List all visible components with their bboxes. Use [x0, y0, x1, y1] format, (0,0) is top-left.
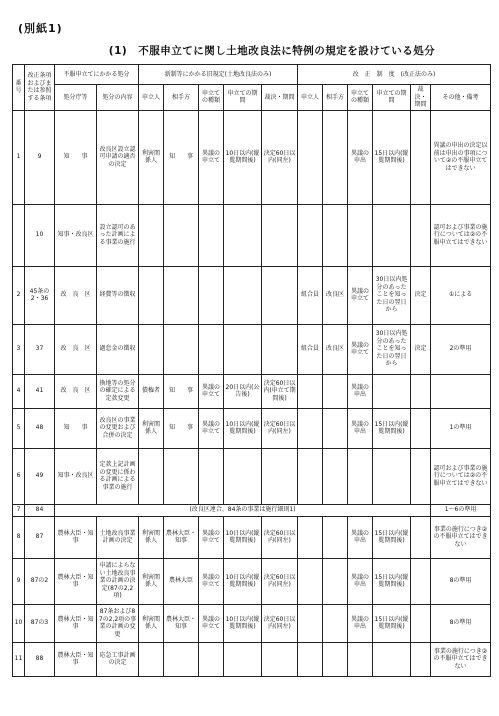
revised-kind-cell: 異議の申出 — [348, 408, 373, 448]
revised-applicant-cell — [298, 516, 323, 558]
revised-respondent-cell: 改良区 — [323, 324, 348, 374]
revised-decision-cell — [411, 204, 431, 266]
revised-period-cell — [373, 204, 411, 266]
header-revised-applicant: 申立人 — [298, 85, 323, 111]
applicant-cell: 利害関係人 — [139, 604, 164, 642]
header-applicant: 申立人 — [139, 85, 164, 111]
revised-kind-cell — [348, 642, 373, 676]
row-no: 6 — [13, 448, 25, 504]
kind-cell — [199, 324, 224, 374]
revised-decision-cell — [411, 110, 431, 204]
period-cell — [224, 266, 262, 324]
period-cell — [224, 204, 262, 266]
remarks-cell: 1～6の準用 — [431, 504, 491, 516]
revised-respondent-cell — [323, 408, 348, 448]
revised-kind-cell: 異議の申出 — [348, 110, 373, 204]
table-row — [13, 516, 491, 558]
header-dept-group: 不服申立てにかかる処分 — [55, 65, 139, 85]
table-row — [13, 504, 491, 516]
kind-cell — [199, 266, 224, 324]
article-cell: 45条の2・36 — [25, 266, 55, 324]
revised-period-cell: 30日以内処分のあったことを知った日の翌日から — [373, 266, 411, 324]
dept-cell: 知 事 — [55, 408, 97, 448]
row-no: 8 — [13, 516, 25, 558]
kind-cell: 異議の申立て — [199, 558, 224, 604]
respondent-cell — [164, 204, 199, 266]
dept-cell: 改 良 区 — [55, 266, 97, 324]
header-respondent: 相手方 — [164, 85, 199, 111]
content-cell: 改良区設立認可申請の適否の決定 — [97, 110, 139, 204]
kind-cell: 異議の申立て — [199, 604, 224, 642]
header-revised-kind: 申立ての種類 — [348, 85, 373, 111]
decision-cell: 決定60日以内(同左) — [262, 110, 298, 204]
article-cell: 84 — [25, 504, 55, 516]
content-cell: 定款上記計画の変更に係わる計画による事業の施行 — [97, 448, 139, 504]
remarks-cell — [431, 374, 491, 408]
respondent-cell — [164, 266, 199, 324]
article-cell: 10 — [25, 204, 55, 266]
revised-applicant-cell — [298, 110, 323, 204]
header-period: 申立ての期間 — [224, 85, 262, 111]
header-kind: 申立ての種類 — [199, 85, 224, 111]
revised-period-cell — [373, 448, 411, 504]
header-revised-group: 改 正 制 度 (改正法のみ) — [298, 65, 491, 85]
revised-kind-cell: 異議の申出 — [348, 558, 373, 604]
kind-cell: 異議の申立て — [199, 408, 224, 448]
kind-cell: 異議の申立て — [199, 110, 224, 204]
applicant-cell: 債権者 — [139, 374, 164, 408]
revised-decision-cell — [411, 558, 431, 604]
revised-kind-cell: 異議の申立て — [348, 266, 373, 324]
article-cell: 49 — [25, 448, 55, 504]
revised-decision-cell: 決定 — [411, 266, 431, 324]
decision-cell — [262, 204, 298, 266]
row-note: (改良区連合、84条の事業は施行細則1) — [55, 504, 431, 516]
decision-cell: 決定60日以内(同左) — [262, 558, 298, 604]
header-content: 処分の内容 — [97, 85, 139, 111]
dept-cell: 農林大臣・知事 — [55, 604, 97, 642]
content-cell: 土地改良事業計画の決定 — [97, 516, 139, 558]
decision-cell: 決定60日以内(同左) — [262, 516, 298, 558]
revised-period-cell: 15日以内(縦覧期間後) — [373, 516, 411, 558]
period-cell: 10日以内(縦覧期間後) — [224, 408, 262, 448]
content-cell: 申請によらない土地改良事業の計画の決定(87の2,2項) — [97, 558, 139, 604]
dept-cell: 知事・改良区 — [55, 204, 97, 266]
table-row — [13, 604, 491, 642]
row-no: 9 — [13, 558, 25, 604]
table-row — [13, 408, 491, 448]
respondent-cell: 農林大臣・知事 — [164, 516, 199, 558]
dept-cell: 知 事 — [55, 110, 97, 204]
article-cell: 87の2 — [25, 558, 55, 604]
header-no: 番号 — [13, 65, 25, 111]
applicant-cell — [139, 204, 164, 266]
content-cell: 経費等の徴収 — [97, 266, 139, 324]
content-cell: 過怠金の徴収 — [97, 324, 139, 374]
revised-applicant-cell — [298, 374, 323, 408]
kind-cell: 異議の申立て — [199, 516, 224, 558]
period-cell — [224, 642, 262, 676]
revised-period-cell — [373, 374, 411, 408]
kind-cell — [199, 642, 224, 676]
dept-cell: 改 良 区 — [55, 374, 97, 408]
revised-period-cell: 15日以内(縦覧期間後) — [373, 604, 411, 642]
article-cell: 9 — [25, 110, 55, 204]
respondent-cell: 知 事 — [164, 110, 199, 204]
revised-respondent-cell — [323, 516, 348, 558]
table-row — [13, 642, 491, 676]
revised-kind-cell: 異議の申出 — [348, 374, 373, 408]
period-cell — [224, 324, 262, 374]
period-cell: 10日以内(縦覧期間後) — [224, 558, 262, 604]
revised-respondent-cell — [323, 374, 348, 408]
header-article: 改正条項およびまたは参照する条項 — [25, 65, 55, 111]
row-no: 1 — [13, 110, 25, 204]
article-cell: 48 — [25, 408, 55, 448]
remarks-cell: ①による — [431, 266, 491, 324]
annex-label: (別紙1) — [18, 22, 63, 35]
decision-cell: 決定60日以内(同左) — [262, 604, 298, 642]
revised-decision-cell — [411, 604, 431, 642]
respondent-cell: 農林大臣 — [164, 558, 199, 604]
row-no: 5 — [13, 408, 25, 448]
revised-applicant-cell: 組合員 — [298, 324, 323, 374]
revised-respondent-cell — [323, 204, 348, 266]
article-cell: 87 — [25, 516, 55, 558]
respondent-cell: 農林大臣・知事 — [164, 604, 199, 642]
revised-period-cell: 30日以内処分のあったことを知った日の翌日から — [373, 324, 411, 374]
remarks-cell: 認可および事業の施行については②の不服申立てはできない — [431, 204, 491, 266]
content-cell: 応急工事計画の決定 — [97, 642, 139, 676]
period-cell: 10日以内(縦覧期間後) — [224, 604, 262, 642]
header-decision: 裁決・期間 — [262, 85, 298, 111]
revised-period-cell: 15日以内(縦覧期間後) — [373, 110, 411, 204]
applicant-cell: 利害関係人 — [139, 558, 164, 604]
decision-cell — [262, 642, 298, 676]
header-other: その他・備考 — [431, 85, 491, 111]
revised-kind-cell: 異議の申出 — [348, 604, 373, 642]
respondent-cell: 知 事 — [164, 408, 199, 448]
applicant-cell: 利害関係人 — [139, 516, 164, 558]
revised-applicant-cell — [298, 204, 323, 266]
revised-decision-cell — [411, 448, 431, 504]
header-dept: 処分庁等 — [55, 85, 97, 111]
revised-applicant-cell — [298, 558, 323, 604]
period-cell: 10日以内(縦覧期間後) — [224, 516, 262, 558]
revised-period-cell: 15日以内(縦覧期間後) — [373, 558, 411, 604]
table-row — [13, 110, 491, 204]
revised-kind-cell — [348, 204, 373, 266]
period-cell — [224, 448, 262, 504]
row-no: 4 — [13, 374, 25, 408]
period-cell: 20日以内(公告後) — [224, 374, 262, 408]
dept-cell: 農林大臣・知事 — [55, 516, 97, 558]
respondent-cell — [164, 324, 199, 374]
remarks-cell: 8の準用 — [431, 558, 491, 604]
revised-kind-cell — [348, 448, 373, 504]
dept-cell: 改 良 区 — [55, 324, 97, 374]
header-revised-decision: 裁決・期間 — [411, 85, 431, 111]
revised-applicant-cell — [298, 642, 323, 676]
content-cell: 改良区の事業の変更および合併の決定 — [97, 408, 139, 448]
revised-applicant-cell — [298, 408, 323, 448]
content-cell: 87条および87の2,2項の事業の計画の変更 — [97, 604, 139, 642]
header-row-1 — [13, 65, 491, 85]
decision-cell: 決定60日以内(同左) — [262, 408, 298, 448]
revised-respondent-cell: 改良区 — [323, 266, 348, 324]
header-revised-respondent: 相手方 — [323, 85, 348, 111]
kind-cell — [199, 204, 224, 266]
kind-cell — [199, 448, 224, 504]
row-no: 11 — [13, 642, 25, 676]
applicant-cell — [139, 266, 164, 324]
remarks-cell: 認可および事業の施行については②の不服申立てはできない — [431, 448, 491, 504]
applicant-cell — [139, 642, 164, 676]
document-title: (1) 不服申立てに関し土地改良法に特例の規定を設けている処分 — [108, 45, 436, 57]
dept-cell: 農林大臣・知事 — [55, 558, 97, 604]
revised-respondent-cell — [323, 642, 348, 676]
header-revised-period: 申立ての期間 — [373, 85, 411, 111]
respondent-cell — [164, 448, 199, 504]
revised-respondent-cell — [323, 558, 348, 604]
row-no: 7 — [13, 504, 25, 516]
table-row — [13, 204, 491, 266]
decision-cell: 決定60日以内(申立て期間後) — [262, 374, 298, 408]
row-no: 2 — [13, 266, 25, 324]
table-row — [13, 266, 491, 324]
respondent-cell: 知 事 — [164, 374, 199, 408]
row-no: 3 — [13, 324, 25, 374]
remarks-cell: 8の準用 — [431, 604, 491, 642]
revised-applicant-cell — [298, 448, 323, 504]
period-cell: 10日以内(縦覧期間後) — [224, 110, 262, 204]
decision-cell — [262, 448, 298, 504]
row-no: 10 — [13, 604, 25, 642]
applicant-cell — [139, 448, 164, 504]
table-row — [13, 374, 491, 408]
revised-respondent-cell — [323, 604, 348, 642]
remarks-cell: 1の準用 — [431, 408, 491, 448]
decision-cell — [262, 266, 298, 324]
remarks-cell: 事業の施行につき②の不服申立てはできない — [431, 642, 491, 676]
content-cell: 設立認可のあった計画による事業の施行 — [97, 204, 139, 266]
revised-decision-cell — [411, 642, 431, 676]
article-cell: 37 — [25, 324, 55, 374]
table-row — [13, 558, 491, 604]
applicant-cell: 利害関係人 — [139, 408, 164, 448]
revised-respondent-cell — [323, 448, 348, 504]
revised-applicant-cell: 組合員 — [298, 266, 323, 324]
remarks-cell: 事業の施行につき②の不服申立てはできない — [431, 516, 491, 558]
decision-cell — [262, 324, 298, 374]
applicant-cell — [139, 324, 164, 374]
revised-period-cell: 15日以内(縦覧期間後) — [373, 408, 411, 448]
content-cell: 換地等の処分の確定による定款変更 — [97, 374, 139, 408]
article-cell: 41 — [25, 374, 55, 408]
revised-period-cell — [373, 642, 411, 676]
applicant-cell: 利害関係人 — [139, 110, 164, 204]
dispositions-table — [12, 64, 491, 677]
revised-respondent-cell — [323, 110, 348, 204]
revised-decision-cell — [411, 408, 431, 448]
revised-kind-cell: 異議の申出 — [348, 516, 373, 558]
revised-kind-cell: 異議の申立て — [348, 324, 373, 374]
revised-decision-cell — [411, 374, 431, 408]
revised-decision-cell — [411, 516, 431, 558]
revised-decision-cell: 決定 — [411, 324, 431, 374]
dept-cell: 知事・改良区 — [55, 448, 97, 504]
table-row — [13, 324, 491, 374]
remarks-cell: 異議の申出の決定以前は申出の事項について②の不服申立てはできない — [431, 110, 491, 204]
header-row-2 — [13, 85, 491, 111]
row-no — [13, 204, 25, 266]
article-cell: 88 — [25, 642, 55, 676]
remarks-cell: 2の準用 — [431, 324, 491, 374]
dept-cell: 農林大臣・知事 — [55, 642, 97, 676]
header-current-group: 新制等にかかる旧規定(土地改良法のみ) — [139, 65, 298, 85]
article-cell: 87の3 — [25, 604, 55, 642]
respondent-cell — [164, 642, 199, 676]
kind-cell: 異議の申立て — [199, 374, 224, 408]
revised-applicant-cell — [298, 604, 323, 642]
table-row — [13, 448, 491, 504]
